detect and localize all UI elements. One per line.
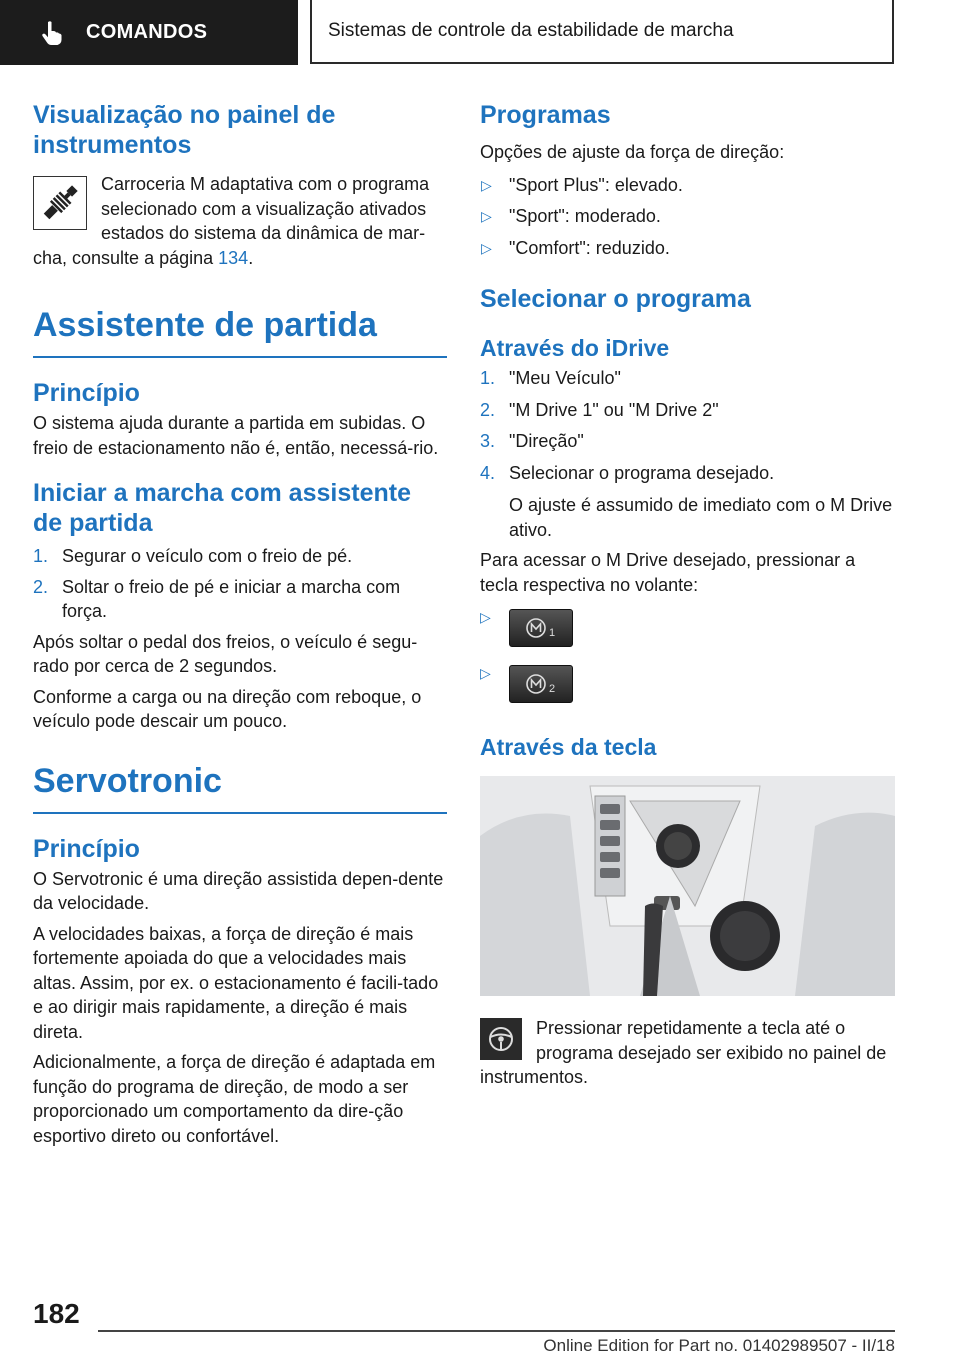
- step-number: 2.: [33, 576, 49, 597]
- steering-wheel-button-box: [480, 1018, 522, 1060]
- heading-programas: Programas: [480, 101, 611, 129]
- programas-intro: Opções de ajuste da força de direção:: [480, 142, 785, 162]
- list-item: [480, 204, 895, 229]
- step-number: 1.: [33, 546, 49, 566]
- servo-text-3: Adicionalmente, a força de direção é adaptada em função do programa de direção, de modo a ser proporcionado um comportamento da dire-ção esportivo direto ou confortável.: [33, 1052, 436, 1146]
- list-item: [480, 236, 895, 261]
- center-console-image: [480, 776, 895, 996]
- list-item-text: "Sport Plus": elevado.: [509, 174, 683, 195]
- step-text: "Direção": [509, 431, 584, 451]
- heading-assistente: Assistente de partida: [33, 304, 447, 358]
- apos-text: Após soltar o pedal dos freios, o veículo é segu-rado por cerca de 2 segundos.: [33, 631, 418, 676]
- shock-absorber-icon: [37, 180, 83, 226]
- m2-button-icon: [509, 665, 573, 703]
- suspension-icon-box: [33, 176, 87, 230]
- principio-1-text: O sistema ajuda durante a partida em subidas. O freio de estacionamento não é, então, necessá-rio.: [33, 413, 439, 458]
- triangle-bullet-icon: ▷: [481, 239, 492, 256]
- page-number: 182: [33, 1298, 80, 1329]
- step-number: 2.: [480, 399, 496, 420]
- idrive-note: O ajuste é assumido de imediato com o M Drive ativo.: [509, 495, 893, 540]
- visualizacao-paragraph: [33, 172, 447, 270]
- heading-visualizacao: Visualização no painel de instrumentos: [33, 101, 336, 159]
- steering-wheel-icon: [486, 1024, 516, 1054]
- tecla-text: Pressionar repetidamente a tecla até o programa desejado ser exibido no painel de instrumentos.: [480, 1018, 887, 1087]
- list-item: [33, 575, 447, 624]
- list-item: [480, 429, 895, 454]
- page-link-134[interactable]: 134: [218, 247, 249, 268]
- visualizacao-text: [33, 172, 447, 270]
- step-number: 1.: [480, 368, 496, 388]
- heading-tecla: Através da tecla: [480, 734, 657, 760]
- heading-principio-1: Princípio: [33, 379, 140, 407]
- tecla-paragraph: [480, 1016, 895, 1090]
- heading-principio-2: Princípio: [33, 834, 140, 863]
- servo-text-1: O Servotronic é uma direção assistida depen-dente da velocidade.: [33, 868, 444, 913]
- list-item: [480, 398, 895, 423]
- list-item-text: "Sport": moderado.: [509, 206, 661, 226]
- footer-divider: [98, 1330, 895, 1332]
- m1-button-row: [480, 609, 895, 647]
- programas-list: [480, 173, 895, 261]
- right-column: [480, 100, 895, 1090]
- m2-button-row: [480, 665, 895, 703]
- list-item: [480, 366, 895, 391]
- iniciar-steps: [33, 544, 447, 624]
- acessar-text: Para acessar o M Drive desejado, pressionar a tecla respectiva no volante:: [480, 550, 856, 595]
- servo-text-2: A velocidades baixas, a força de direção é mais fortemente apoiada do que a velocidades mais altas. Assim, por ex. o estacionamento é facili-tado e ao dirigir mais rapidamente, a direção é mais direta.: [33, 923, 439, 1042]
- m1-button-icon: [509, 609, 573, 647]
- idrive-steps: [480, 366, 895, 485]
- chapter-tab-label: COMANDOS: [86, 21, 208, 43]
- edition-text: Online Edition for Part no. 01402989507 - II/18: [543, 1336, 895, 1355]
- left-column: [33, 100, 447, 1148]
- triangle-bullet-icon: ▷: [480, 665, 491, 681]
- heading-iniciar: Iniciar a marcha com assistente de partida: [33, 479, 411, 537]
- svg-text:2: 2: [549, 683, 556, 695]
- step-number: 4.: [480, 462, 496, 483]
- triangle-bullet-icon: ▷: [481, 208, 492, 224]
- section-title-text: Sistemas de controle da estabilidade de marcha: [328, 20, 734, 41]
- heading-selecionar: Selecionar o programa: [480, 285, 751, 313]
- list-item-text: "Comfort": reduzido.: [509, 237, 670, 258]
- step-text: "Meu Veículo": [509, 368, 621, 388]
- step-text: Segurar o veículo com o freio de pé.: [62, 546, 353, 566]
- chapter-tab[interactable]: [0, 0, 298, 65]
- list-item: [480, 461, 895, 486]
- list-item: [480, 173, 895, 198]
- visualizacao-text-end: .: [248, 247, 254, 268]
- pointing-hand-icon: [38, 19, 66, 47]
- heading-servotronic: Servotronic: [33, 760, 447, 814]
- visualizacao-text-body: Carroceria M adaptativa com o programa selecionado com a visualização ativados estados do sistema da dinâmica de mar-cha, consulte a página: [33, 174, 430, 268]
- step-text: Selecionar o programa desejado.: [509, 462, 775, 483]
- step-text: "M Drive 1" ou "M Drive 2": [509, 399, 719, 420]
- step-text: Soltar o freio de pé e iniciar a marcha com força.: [62, 576, 401, 621]
- triangle-bullet-icon: ▷: [481, 176, 492, 193]
- list-item: [33, 544, 447, 569]
- triangle-bullet-icon: ▷: [480, 609, 491, 625]
- conforme-text: Conforme a carga ou na direção com reboque, o veículo pode descair um pouco.: [33, 686, 422, 731]
- svg-text:1: 1: [549, 627, 556, 639]
- section-title: [310, 0, 894, 64]
- heading-idrive: Através do iDrive: [480, 335, 670, 361]
- step-number: 3.: [480, 431, 496, 451]
